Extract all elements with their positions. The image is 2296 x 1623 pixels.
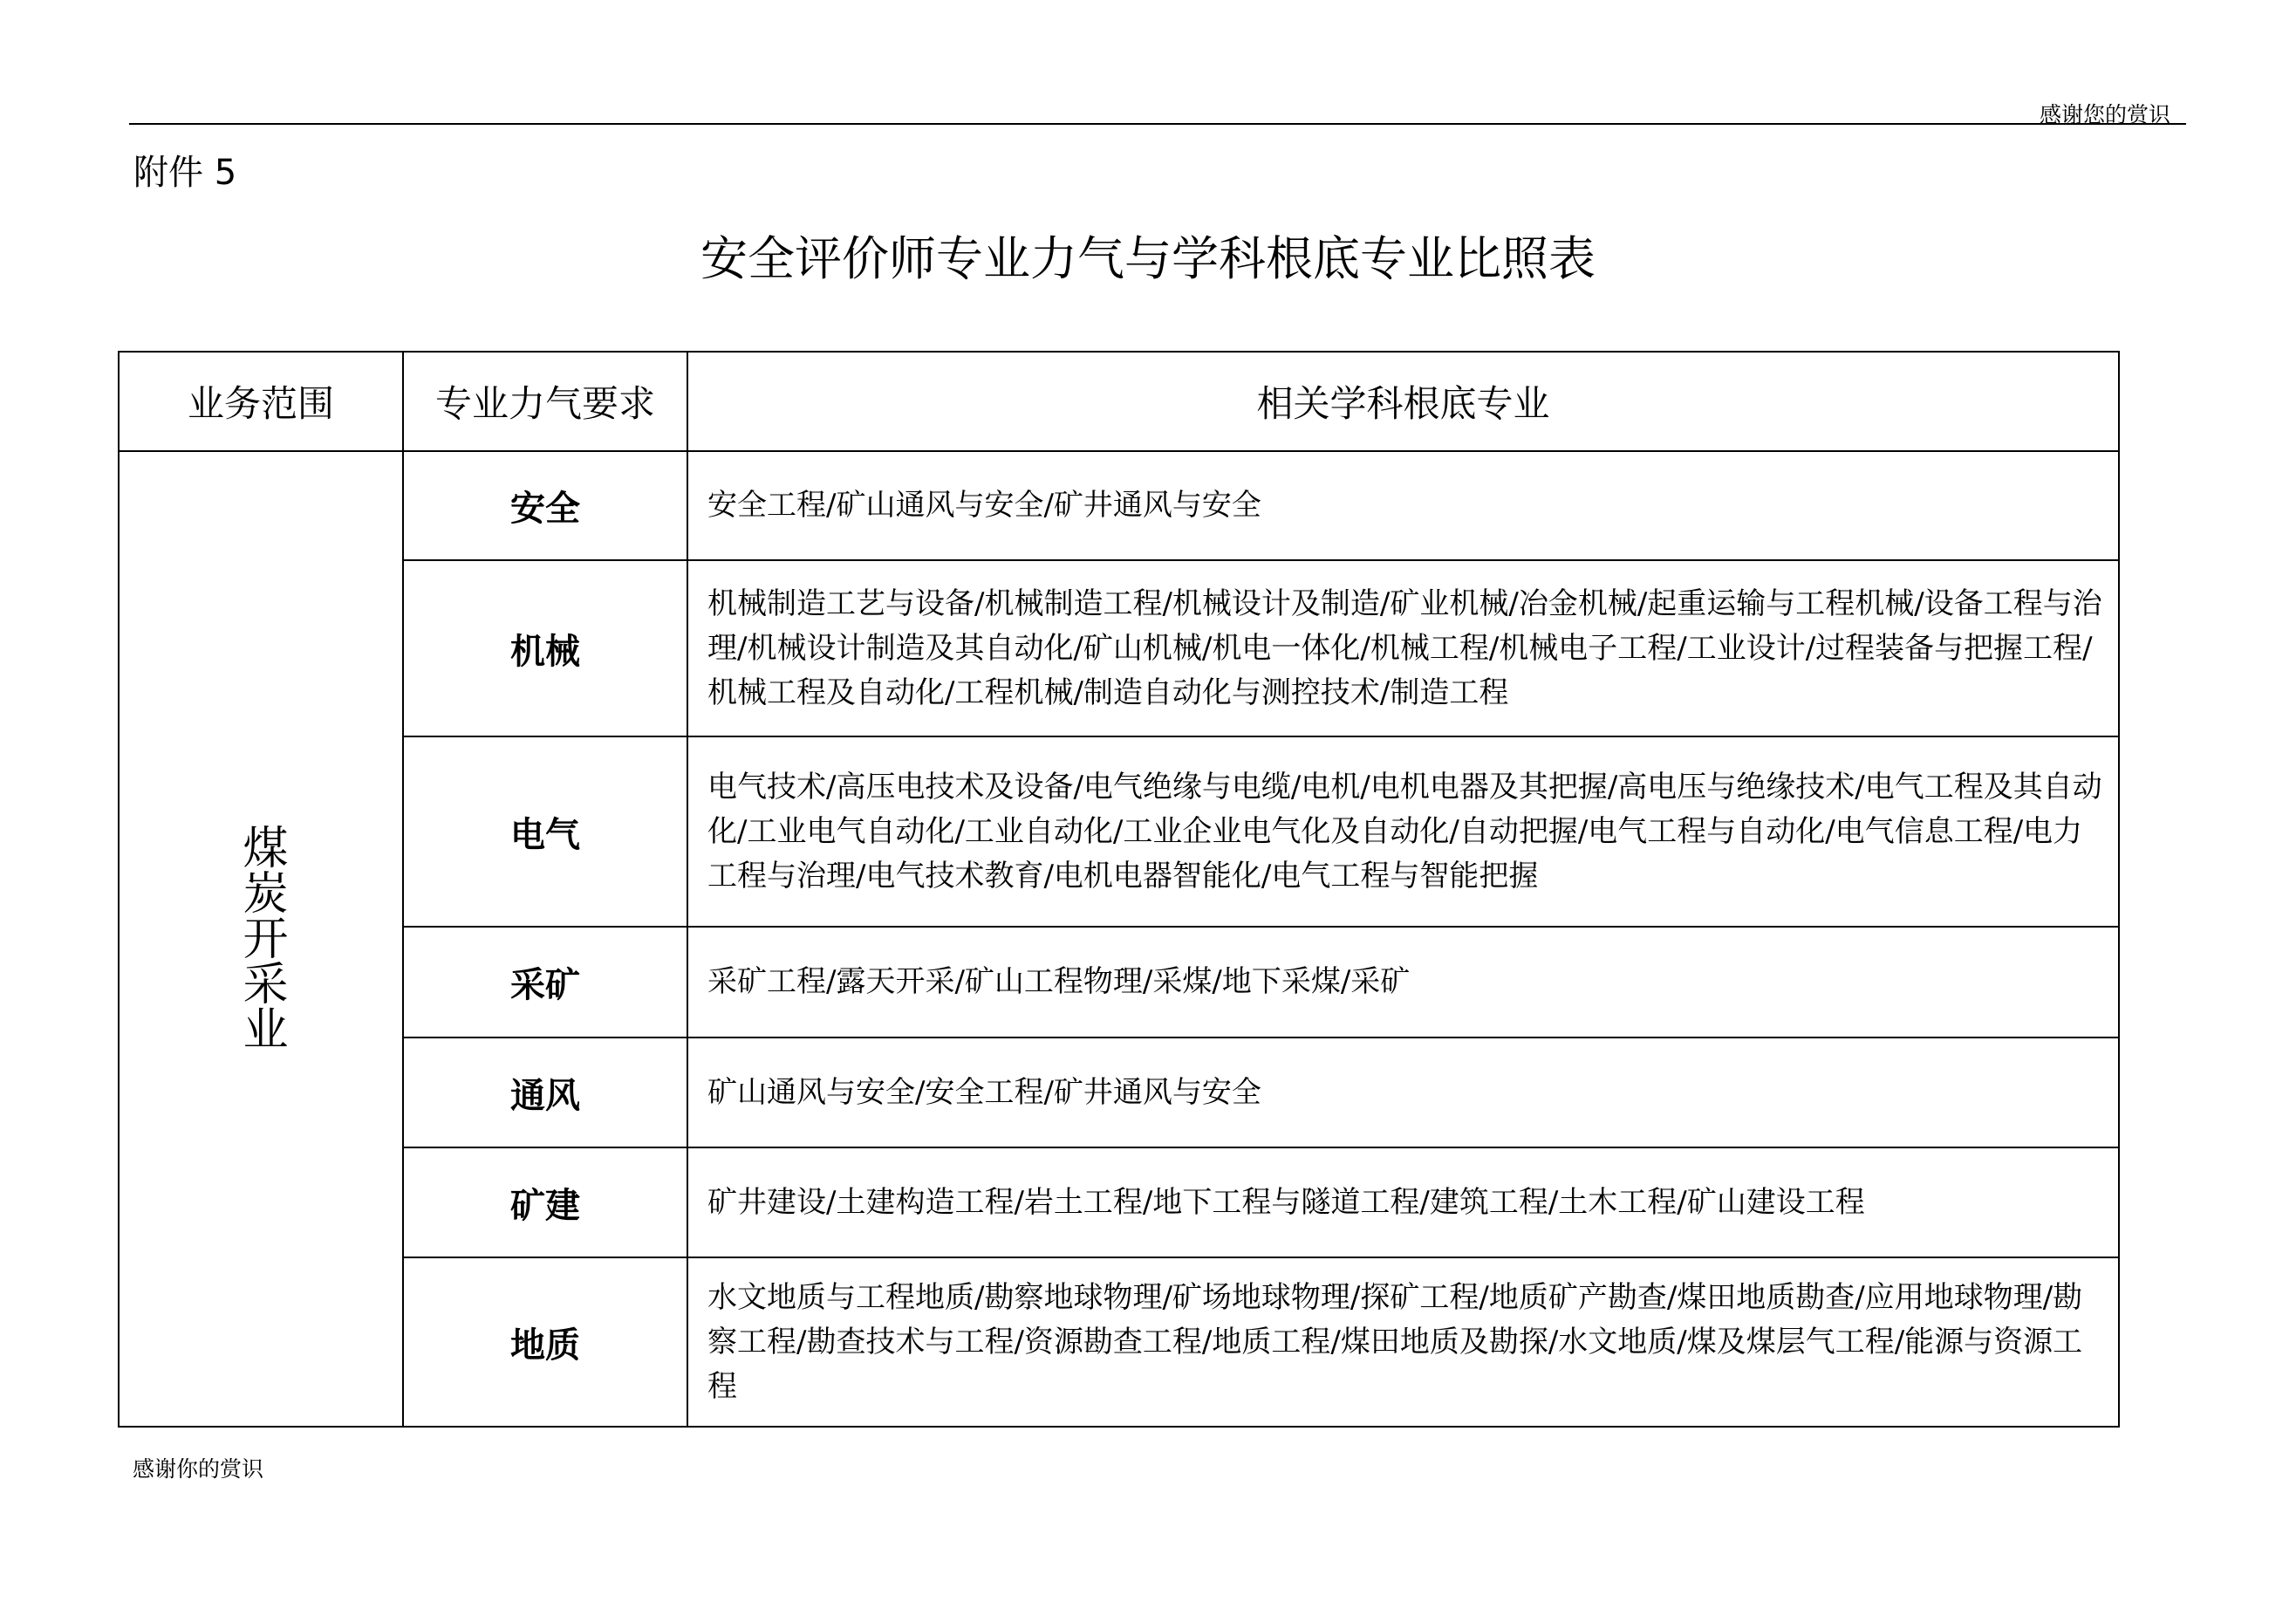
scope-label: 煤炭开采业 xyxy=(235,824,287,1051)
annex-label: 附件 5 xyxy=(133,153,237,193)
table-row xyxy=(119,451,2119,560)
majors-cell: 电气技术/高压电技术及设备/电气绝缘与电缆/电机/电机电器及其把握/高电压与绝缘技术/电气工程及其自动化/工业电气自动化/工业自动化/工业企业电气化及自动化/自动把握/电气工程与自动化/电气信息工程/电力工程与治理/电气技术教育/电机电器智能化/电气工程与智能把握 xyxy=(687,736,2119,927)
requirement-cell: 安全 xyxy=(403,451,687,560)
table-row xyxy=(119,1147,2119,1257)
page-title: 安全评价师专业力气与学科根底专业比照表 xyxy=(700,231,1596,286)
footer-note: 感谢你的赏识 xyxy=(133,1456,264,1482)
majors-cell: 水文地质与工程地质/勘察地球物理/矿场地球物理/探矿工程/地质矿产勘查/煤田地质勘查/应用地球物理/勘察工程/勘查技术与工程/资源勘查工程/地质工程/煤田地质及勘探/水文地质/煤及煤层气工程/能源与资源工程 xyxy=(687,1257,2119,1427)
requirement-cell: 地质 xyxy=(403,1257,687,1427)
header-business-scope: 业务范围 xyxy=(119,352,403,451)
table-row xyxy=(119,560,2119,736)
majors-cell: 矿山通风与安全/安全工程/矿井通风与安全 xyxy=(687,1037,2119,1147)
header-requirement: 专业力气要求 xyxy=(403,352,687,451)
table-row xyxy=(119,736,2119,927)
requirement-cell: 矿建 xyxy=(403,1147,687,1257)
majors-cell: 矿井建设/土建构造工程/岩土工程/地下工程与隧道工程/建筑工程/土木工程/矿山建设工程 xyxy=(687,1147,2119,1257)
table-row xyxy=(119,927,2119,1037)
requirement-cell: 机械 xyxy=(403,560,687,736)
header-rule xyxy=(129,123,2186,125)
majors-cell: 安全工程/矿山通风与安全/矿井通风与安全 xyxy=(687,451,2119,560)
requirement-cell: 电气 xyxy=(403,736,687,927)
requirement-cell: 通风 xyxy=(403,1037,687,1147)
header-related-majors: 相关学科根底专业 xyxy=(687,352,2119,451)
table-row xyxy=(119,1037,2119,1147)
table-header-row xyxy=(119,352,2119,451)
majors-cell: 机械制造工艺与设备/机械制造工程/机械设计及制造/矿业机械/冶金机械/起重运输与工程机械/设备工程与治理/机械设计制造及其自动化/矿山机械/机电一体化/机械工程/机械电子工程/工业设计/过程装备与把握工程/机械工程及自动化/工程机械/制造自动化与测控技术/制造工程 xyxy=(687,560,2119,736)
comparison-table xyxy=(118,351,2120,1428)
requirement-cell: 采矿 xyxy=(403,927,687,1037)
majors-cell: 采矿工程/露天开采/矿山工程物理/采煤/地下采煤/采矿 xyxy=(687,927,2119,1037)
scope-cell xyxy=(119,451,403,1427)
header-note: 感谢您的赏识 xyxy=(2040,102,2171,127)
table-row xyxy=(119,1257,2119,1427)
